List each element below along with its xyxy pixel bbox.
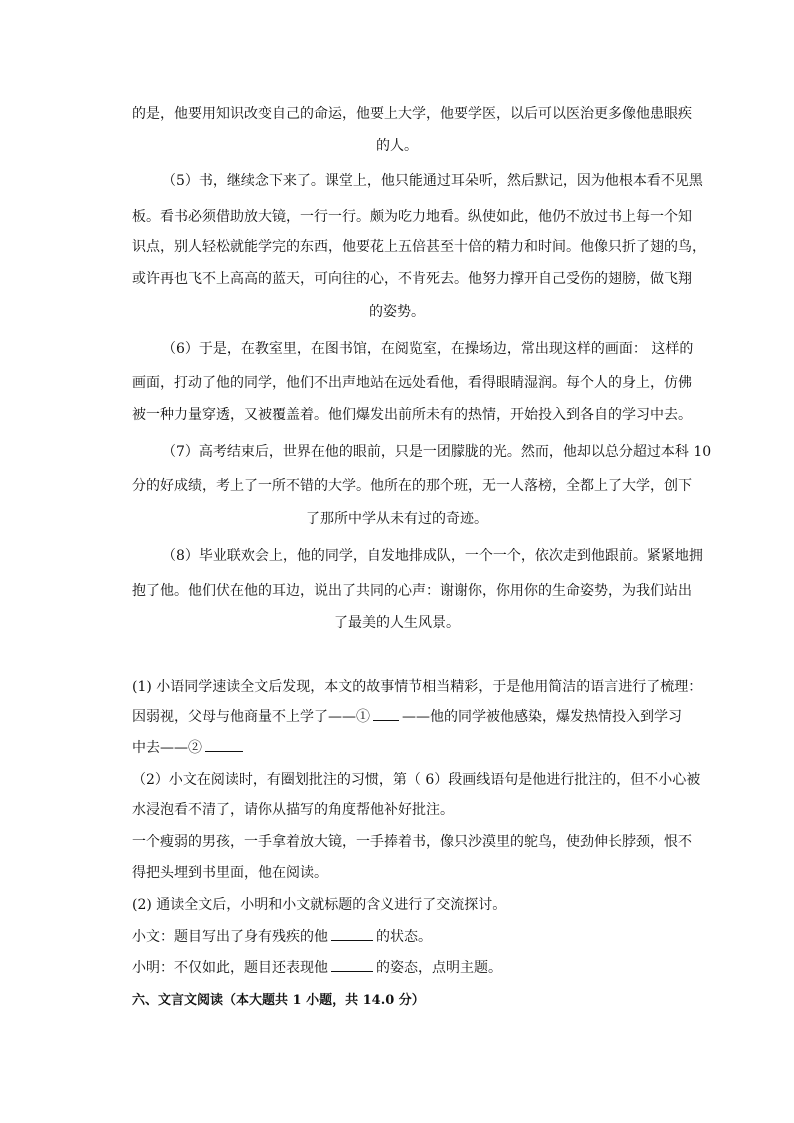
para4-line1: 的是，他要用知识改变自己的命运，他要上大学，他要学医，以后可以医治更多像他患眼疾 [132, 106, 692, 122]
answer-blank-3[interactable] [331, 927, 373, 941]
para5-line5: 的姿势。 [369, 304, 425, 320]
question2-line2: 水浸泡看不清了，请你从描写的角度帮他补好批注。 [132, 802, 454, 818]
para4-line2: 的人。 [376, 138, 418, 154]
para6-line2: 画面，打动了他的同学，他们不出声地站在远处看他，看得眼睛湿润。每个人的身上，仿佛 [132, 375, 692, 391]
para6-line3: 被一种力量穿透，又被覆盖着。他们爆发出前所未有的热情，开始投入到各自的学习中去。 [132, 407, 692, 423]
question2-line1: （2）小文在阅读时，有圈划批注的习惯，第（ 6）段画线语句是他进行批注的，但不小心被 [132, 772, 701, 788]
para7-line1: （7）高考结束后，世界在他的眼前，只是一团朦胧的光。然而，他却以总分超过本科 10 [162, 444, 712, 460]
section-heading: 六、文言文阅读（本大题共 1 小题，共 14.0 分） [132, 993, 425, 1008]
question3-line1: (2) 通读全文后，小明和小文就标题的含义进行了交流探讨。 [132, 897, 507, 913]
para5-line2: 板。看书必须借助放大镜，一行一行。颇为吃力地看。纵使如此，他仍不放过书上每一个知 [132, 209, 692, 225]
para5-line3: 识点，别人轻松就能学完的东西，他要花上五倍甚至十倍的精力和时间。他像只折了翅的鸟， [132, 239, 706, 255]
answer-blank-4[interactable] [331, 958, 373, 972]
answer-blank-2[interactable] [205, 738, 243, 752]
question1-line3: 中去——② [132, 737, 246, 757]
para5-line4: 或许再也飞不上高高的蓝天，可向往的心，不肯死去。他努力撑开自己受伤的翅膀，做飞翔 [132, 271, 692, 287]
question2-line4: 得把头埋到书里面，他在阅读。 [132, 865, 328, 881]
question2-line3: 一个瘦弱的男孩，一手拿着放大镜，一手捧着书，像只沙漠里的鸵鸟，使劲伸长脖颈，恨不 [132, 834, 692, 850]
para6-line1: （6）于是，在教室里，在图书馆，在阅览室，在操场边，常出现这样的画面： 这样的 [162, 341, 694, 357]
para7-line3: 了那所中学从未有过的奇迹。 [306, 511, 488, 527]
para8-line3: 了最美的人生风景。 [334, 615, 460, 631]
para8-line1: （8）毕业联欢会上，他的同学，自发地排成队，一个一个，依次走到他跟前。紧紧地拥 [162, 548, 703, 564]
para7-line2: 分的好成绩，考上了一所不错的大学。他所在的那个班，无一人落榜，全都上了大学，创下 [132, 478, 692, 494]
answer-blank-1[interactable] [373, 707, 399, 721]
question3-line2: 小文：题目写出了身有残疾的他 的状态。 [132, 929, 432, 945]
para5-line1: （5）书，继续念下来了。课堂上，他只能通过耳朵听，然后默记，因为他根本看不见黑 [162, 173, 703, 189]
para8-line2: 抱了他。他们伏在他的耳边，说出了共同的心声：谢谢你，你用你的生命姿势，为我们站出 [132, 583, 692, 599]
question3-line3: 小明：不仅如此，题目还表现他 的姿态，点明主题。 [132, 960, 502, 976]
question1-line1: (1) 小语同学速读全文后发现，本文的故事情节相当精彩，于是他用简洁的语言进行了梳理： [132, 679, 703, 695]
question1-line2: 因弱视，父母与他商量不上学了——① ——他的同学被他感染，爆发热情投入到学习 [132, 709, 682, 725]
